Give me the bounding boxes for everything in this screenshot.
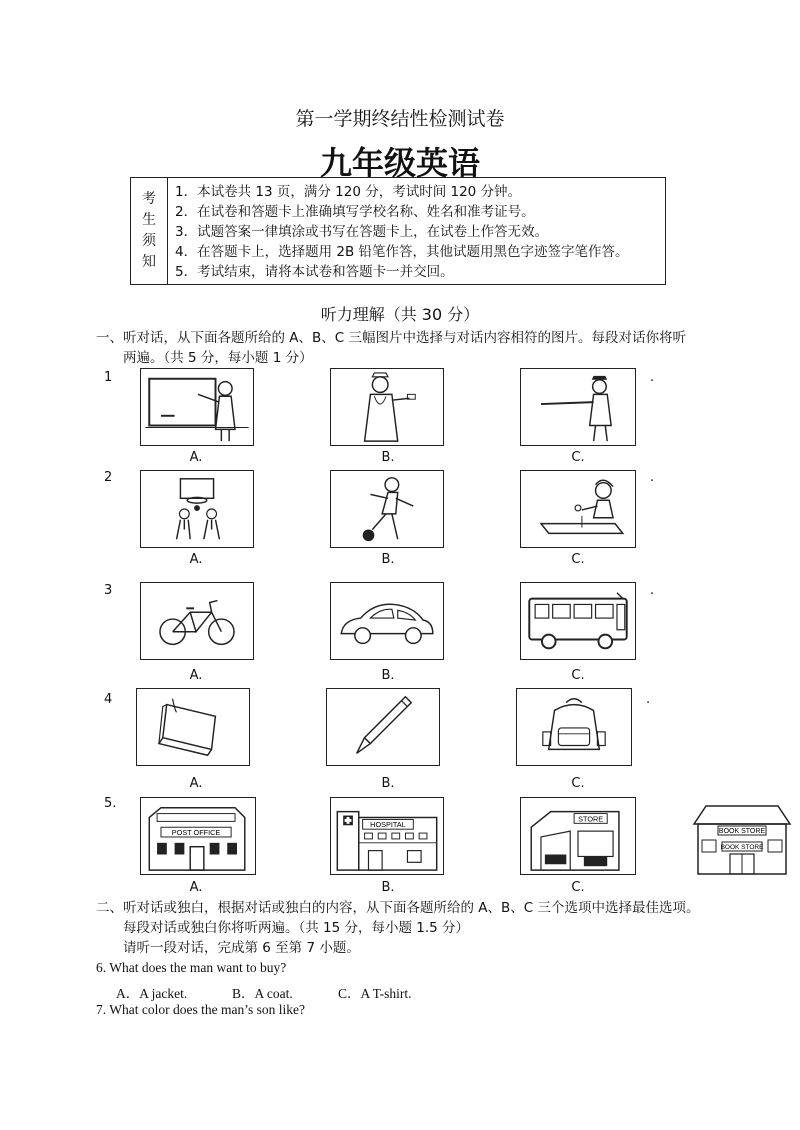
exam-subtitle: 第一学期终结性检测试卷 [295,108,505,130]
book-store-picture [690,802,794,876]
trailing-dot: . [650,370,655,385]
option-picture[interactable] [140,582,254,660]
bicycle-icon [141,583,253,659]
notice-item: 4．在答题卡上，选择题用 2B 铅笔作答，其他试题用黑色字迹签字笔作答。 [175,244,629,260]
part2-line1: 二、听对话或独白，根据对话或独白的内容，从下面各题所给的 A、B、C 三个选项中选择最佳选项。 [96,900,700,916]
notice-heading-char: 须 [142,233,156,249]
option-label: A. [189,776,203,791]
question-number: 3 [104,583,113,598]
option-picture[interactable] [326,688,440,766]
notice-item: 1．本试卷共 13 页，满分 120 分，考试时间 120 分钟。 [175,184,522,200]
question-number: 2 [104,470,113,485]
post-office-icon [141,798,255,874]
option-label: C. [571,552,585,567]
part2-line3: 请听一段对话，完成第 6 至第 7 小题。 [123,940,360,956]
option-label: B. [381,450,395,465]
pen-icon [327,689,439,765]
notice-heading-char: 知 [142,254,156,270]
option-picture[interactable] [136,688,250,766]
option-label: C. [571,450,585,465]
basketball-icon [141,471,253,547]
question-number: 1 [104,370,113,385]
part2-line2: 每段对话或独白你将听两遍。（共 15 分，每小题 1.5 分） [123,920,470,936]
answer-option[interactable]: A．A jacket. [116,986,188,1001]
option-label: A. [189,668,203,683]
section-title: 听力理解（共 30 分） [320,305,480,324]
option-picture[interactable] [520,470,636,548]
trailing-dot: . [650,470,655,485]
option-label: B. [381,880,395,895]
notice-item: 2．在试卷和答题卡上准确填写学校名称、姓名和准考证号。 [175,204,535,220]
option-label: A. [189,450,203,465]
police-officer-icon [521,369,635,445]
exam-title: 九年级英语 [319,144,480,182]
option-label: C. [571,776,585,791]
hospital-sign: HOSPITAL [370,820,406,830]
doctor-icon [331,369,443,445]
notice-heading-char: 生 [142,212,156,228]
book-icon [137,689,249,765]
notice-item: 3．试题答案一律填涂或书写在答题卡上，在试卷上作答无效。 [175,224,549,240]
hospital-icon [331,798,443,874]
option-label: B. [381,668,395,683]
option-picture[interactable] [140,797,256,875]
part1-line2: 两遍。（共 5 分，每小题 1 分） [123,350,313,366]
notice-box [130,177,666,285]
book-store-icon [690,802,794,876]
answer-option[interactable]: C．A T-shirt. [338,986,412,1001]
option-picture[interactable] [516,688,632,766]
option-picture[interactable] [330,368,444,446]
notice-list [175,182,659,282]
option-picture[interactable] [520,797,636,875]
option-label: A. [189,552,203,567]
store-sign: STORE [578,814,604,824]
option-label: C. [571,880,585,895]
option-picture[interactable] [330,470,444,548]
trailing-dot: . [650,583,655,598]
book-store-sign: BOOK STORE [718,828,766,835]
part1-line1: 一、听对话，从下面各题所给的 A、B、C 三幅图片中选择与对话内容相符的图片。每段对话你将听 [96,330,687,346]
store-icon [521,798,635,874]
backpack-icon [517,689,631,765]
question-text: 6. What does the man want to buy? [96,960,287,975]
question-number: 5. [104,796,117,811]
question-text: 7. What color does the man’s son like? [96,1002,305,1017]
option-label: C. [571,668,585,683]
option-picture[interactable] [520,582,636,660]
trailing-dot: . [646,692,651,707]
bus-icon [521,583,635,659]
option-picture[interactable] [520,368,636,446]
car-icon [331,583,443,659]
question-number: 4 [104,692,113,707]
option-label: B. [381,552,395,567]
part1-instruction [96,328,716,368]
option-picture[interactable] [330,797,444,875]
post-office-sign: POST OFFICE [171,828,221,838]
ping-pong-icon [521,471,635,547]
football-icon [331,471,443,547]
teacher-icon [141,369,253,445]
option-label: B. [381,776,395,791]
answer-option[interactable]: B．A coat. [232,986,293,1001]
option-picture[interactable] [330,582,444,660]
option-label: A. [189,880,203,895]
part2-instruction [96,898,736,958]
book-store-sign: BOOK STORE [720,844,764,851]
option-picture[interactable] [140,470,254,548]
notice-item: 5．考试结束，请将本试卷和答题卡一并交回。 [175,264,454,280]
option-picture[interactable] [140,368,254,446]
notice-heading [131,178,168,284]
notice-heading-char: 考 [142,191,156,207]
